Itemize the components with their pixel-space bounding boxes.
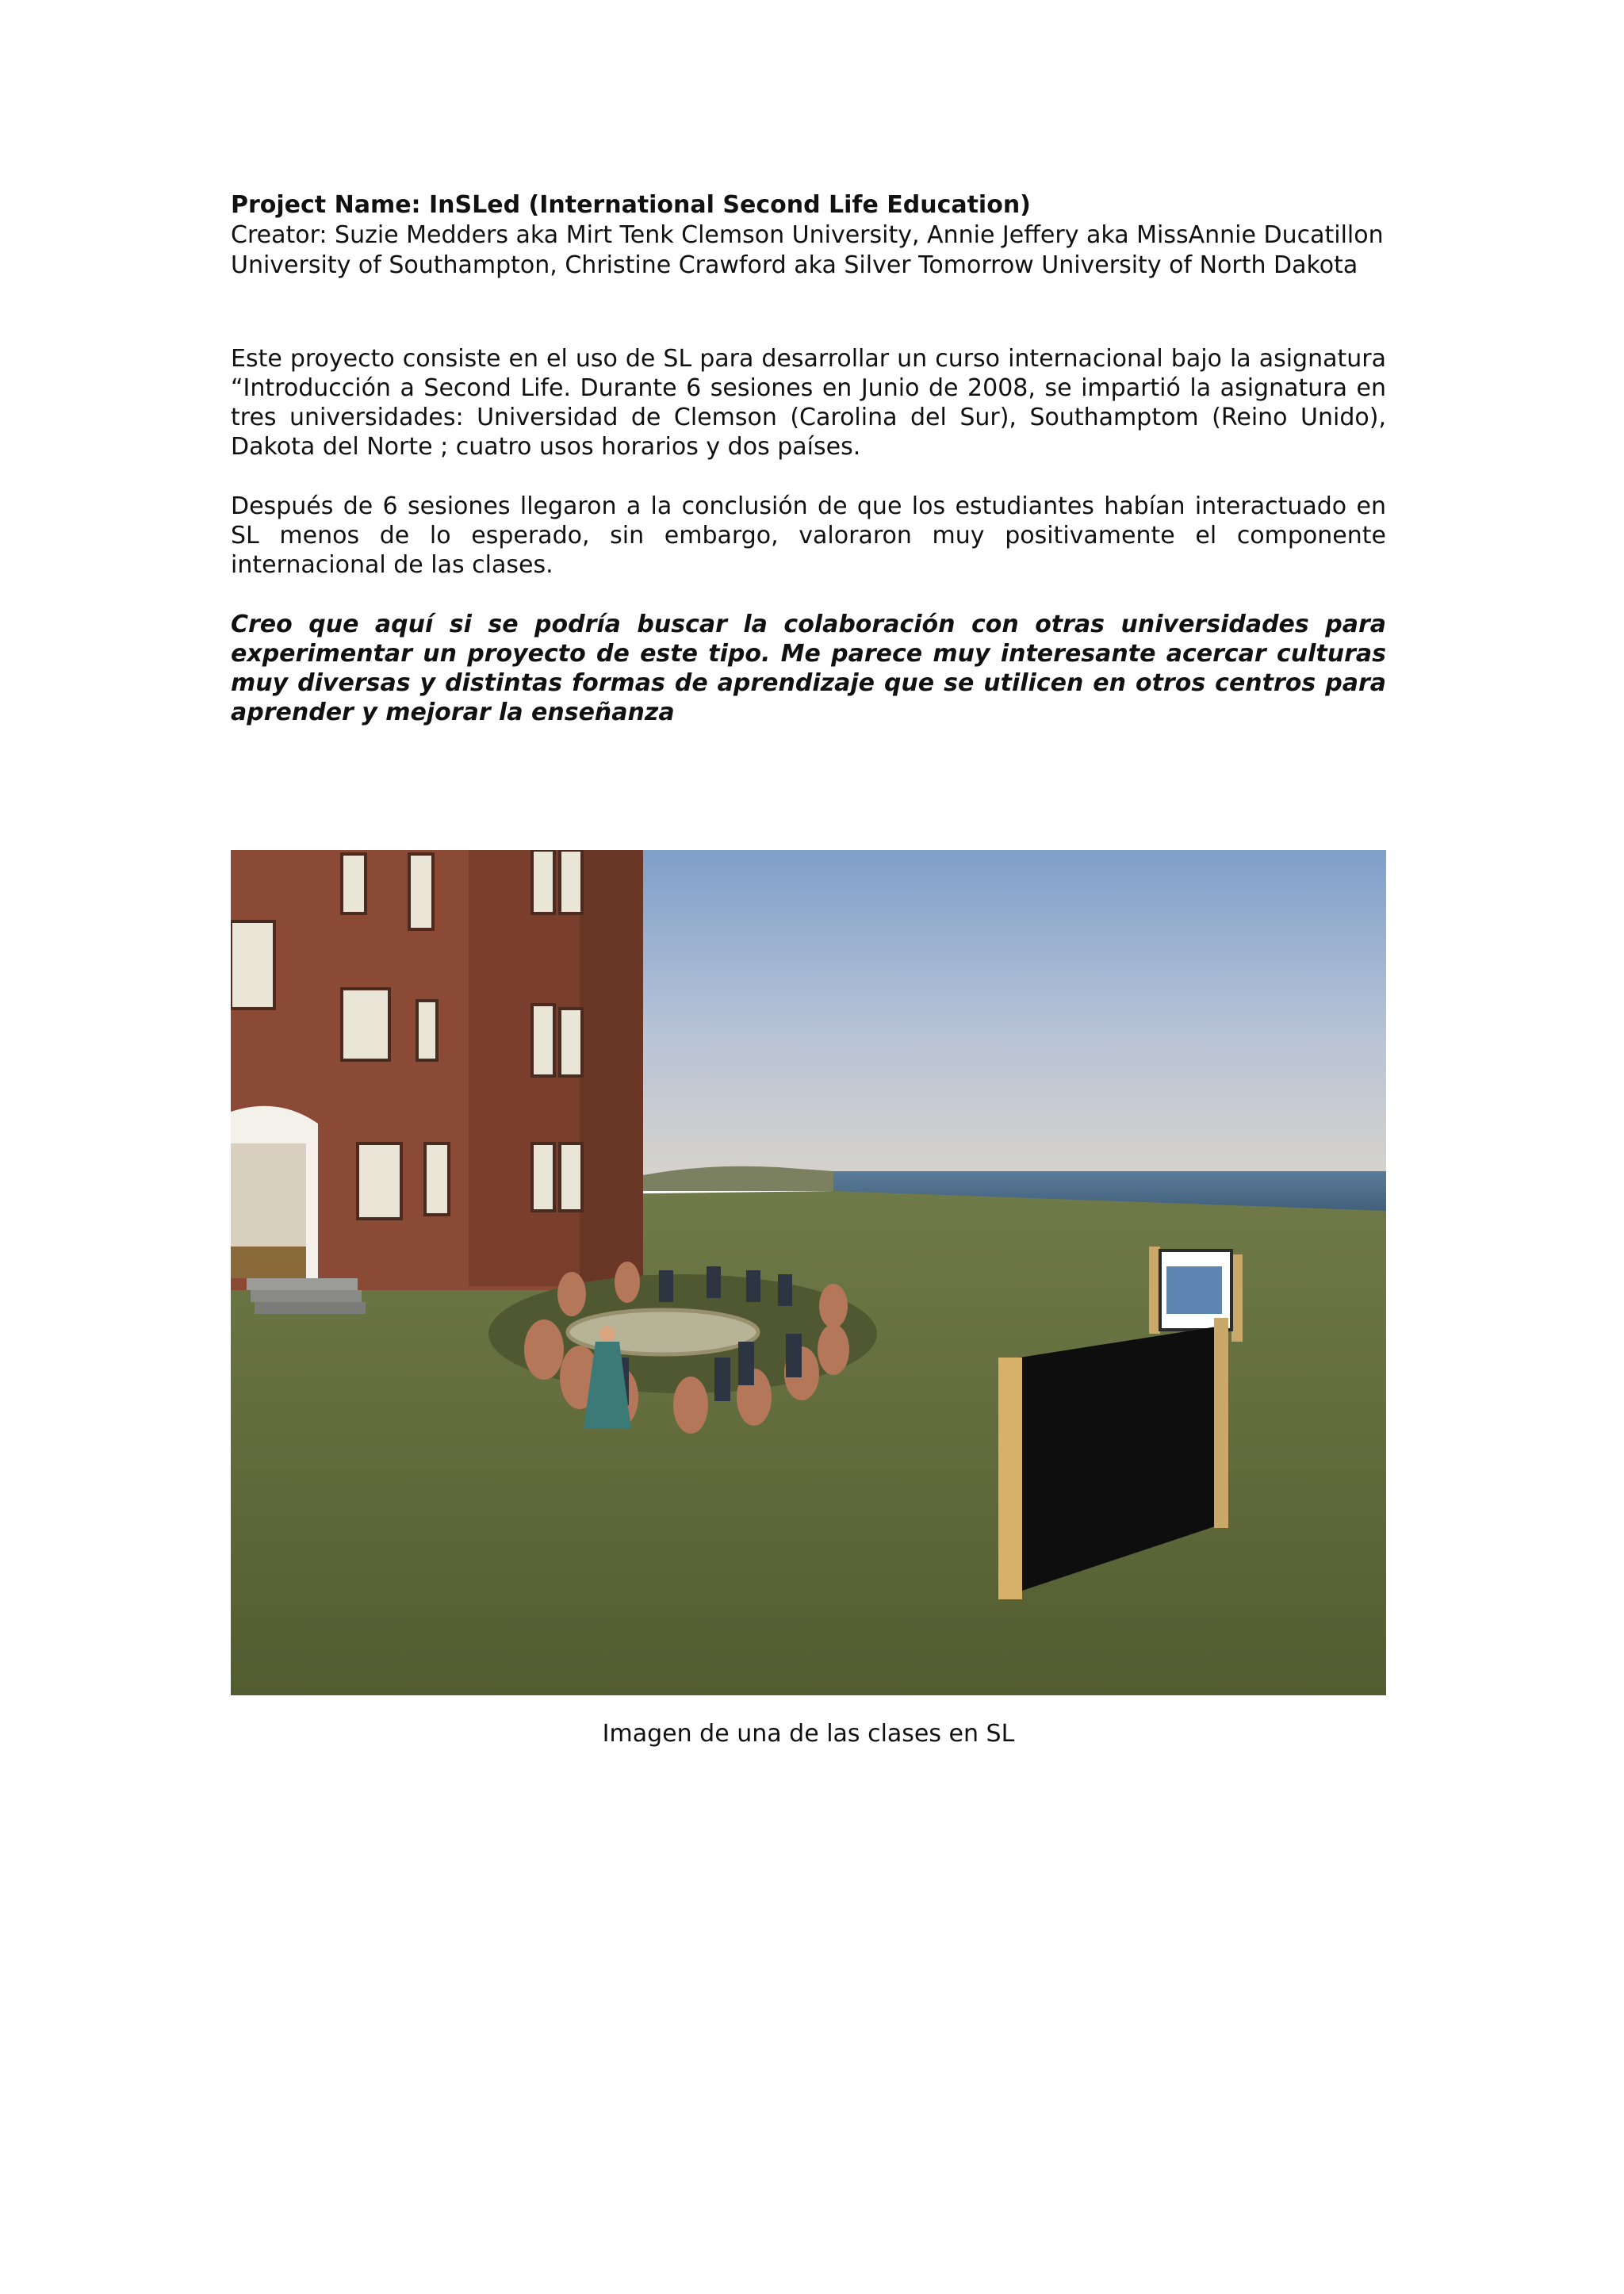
project-header <box>231 190 1386 281</box>
picture-board <box>1149 1247 1243 1342</box>
document-body <box>231 190 1386 727</box>
paragraph-description: Este proyecto consiste en el uso de SL para desarrollar un curso internacional bajo la asignatura “Introducción a Second Life. Durante 6 sesiones en Junio de 2008, se impartió la asignatura en tres universidades: Universidad de Clemson (Carolina del Sur), Southamptom (Reino Unido), Dakota del Norte ; cuatro usos horarios y dos países. <box>231 345 1386 461</box>
paragraph-opinion: Creo que aquí si se podría buscar la colaboración con otras universidades para experimentar un proyecto de este tipo. Me parece muy interesante acercar culturas muy diversas y distintas formas de aprendizaje que se utilicen en otros centros para aprender y mejorar la enseñanza <box>231 611 1386 726</box>
second-life-class-image <box>231 850 1386 1695</box>
project-name: Project Name: InSLed (International Second Life Education) <box>231 191 1031 219</box>
brick-building <box>231 850 643 1314</box>
paragraph-conclusion: Después de 6 sesiones llegaron a la conclusión de que los estudiantes habían interactuado en SL menos de lo esperado, sin embargo, valoraron muy positivamente el componente internacional de las clases. <box>231 492 1386 579</box>
class-scene-illustration <box>231 850 1386 1695</box>
creator-line: Creator: Suzie Medders aka Mirt Tenk Clemson University, Annie Jeffery aka MissAnnie Ducatillon University of Southampton, Christine Crawford aka Silver Tomorrow University of North Dakota <box>231 221 1384 279</box>
figure-caption: Imagen de una de las clases en SL <box>602 1720 1015 1748</box>
